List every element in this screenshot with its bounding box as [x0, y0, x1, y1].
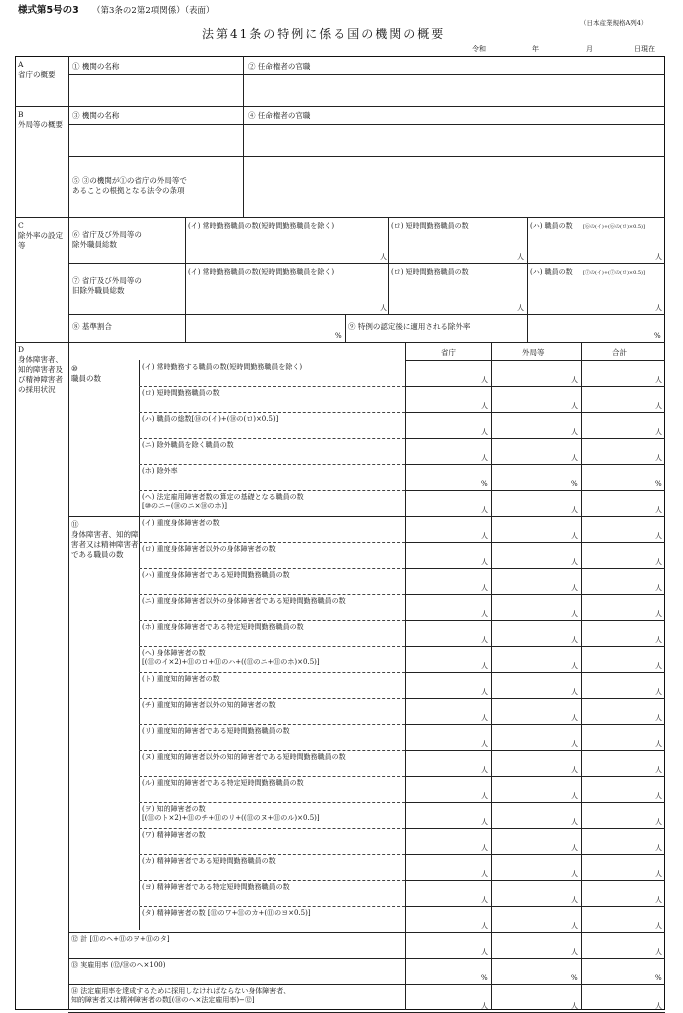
field-9-input[interactable]	[528, 315, 664, 341]
row-13-external-unit: %	[571, 974, 578, 982]
c6-col-ha-formula: [⑥の(イ)+(⑥の(ロ)×0.5)]	[583, 224, 645, 230]
row-11-8-label: (リ) 重度知的障害者である短時間勤務職員の数	[142, 727, 290, 735]
row-11-5-total-unit: 人	[655, 662, 662, 670]
row-11-14-total-unit: 人	[655, 896, 662, 904]
d-label-col	[139, 360, 140, 930]
row-11-2-external-unit: 人	[571, 584, 578, 592]
row-11-13-total-input[interactable]	[582, 855, 664, 879]
row-11-15-ministry-unit: 人	[481, 922, 488, 930]
section-a-bottom	[15, 106, 665, 107]
row-11-12-divider	[139, 854, 405, 855]
row-10-1-ministry-unit: 人	[481, 402, 488, 410]
row-11-8-ministry-unit: 人	[481, 740, 488, 748]
row-11-10-divider	[139, 802, 405, 803]
row-14-label: ⑭ 法定雇用率を達成するために採用しなければならない身体障害者、 知的障害者又は精神障害者の数[(⑩のヘ×法定雇用率)−⑫]	[71, 987, 291, 1004]
row-11-2-label: (ハ) 重度身体障害者である短時間勤務職員の数	[142, 571, 290, 579]
row-11-5-external-input[interactable]	[492, 647, 580, 671]
row-10-4-divider	[139, 490, 405, 491]
field-2-input[interactable]	[244, 75, 664, 105]
row-12-external-unit: 人	[571, 948, 578, 956]
row-11-10-external-unit: 人	[571, 792, 578, 800]
row-12-ministry-unit: 人	[481, 948, 488, 956]
c7-input-ro[interactable]	[389, 282, 526, 313]
row-11-6-external-unit: 人	[571, 688, 578, 696]
row-13-ministry-unit: %	[481, 974, 488, 982]
row-11-9-divider	[139, 776, 405, 777]
row-10-4-label: (ホ) 除外率	[142, 467, 178, 475]
row-10-0-divider	[139, 386, 405, 387]
row-11-6-ministry-input[interactable]	[406, 673, 490, 697]
c6-unit-ro: 人	[517, 253, 524, 261]
row-11-9-total-input[interactable]	[582, 751, 664, 775]
row-11-9-ministry-unit: 人	[481, 766, 488, 774]
row-11-4-total-input[interactable]	[582, 621, 664, 645]
row-11-9-external-unit: 人	[571, 766, 578, 774]
c6-col-i: (イ) 常時勤務職員の数(短時間勤務職員を除く)	[188, 222, 335, 230]
row-11-8-external-input[interactable]	[492, 725, 580, 749]
row-11-11-external-input[interactable]	[492, 803, 580, 827]
row-10-2-external-unit: 人	[571, 428, 578, 436]
c7-col-ro: (ロ) 短時間勤務職員の数	[391, 268, 469, 276]
row-11-6-total-input[interactable]	[582, 673, 664, 697]
row-11-8-external-unit: 人	[571, 740, 578, 748]
c6-input-ha[interactable]	[528, 236, 664, 262]
row-10-0-total-unit: 人	[655, 376, 662, 384]
col-external: 外局等	[522, 348, 545, 357]
group-11-label: ⑪ 身体障害者、知的障害者又は精神障害者である職員の数	[71, 520, 139, 559]
row-11-15-external-unit: 人	[571, 922, 578, 930]
c7-input-ha[interactable]	[528, 282, 664, 313]
row-10-3-ministry-input[interactable]	[406, 439, 490, 463]
row-10-5-ministry-input[interactable]	[406, 491, 490, 515]
date-month: 月	[586, 45, 593, 53]
row-10-5-ministry-unit: 人	[481, 506, 488, 514]
c6-col-ro: (ロ) 短時間勤務職員の数	[391, 222, 469, 230]
row-11-1-total-input[interactable]	[582, 543, 664, 567]
row-11-6-label: (ト) 重度知的障害者の数	[142, 675, 220, 683]
row-11-7-ministry-unit: 人	[481, 714, 488, 722]
row-11-14-external-unit: 人	[571, 896, 578, 904]
row-11-2-divider	[139, 594, 405, 595]
field-1-label: ① 機関の名称	[72, 62, 120, 71]
row-10-1-external-input[interactable]	[492, 387, 580, 411]
row-11-3-label: (ニ) 重度身体障害者以外の身体障害者である短時間勤務職員の数	[142, 597, 346, 605]
row-11-12-ministry-input[interactable]	[406, 829, 490, 853]
row-11-7-divider	[139, 724, 405, 725]
row-11-3-external-input[interactable]	[492, 595, 580, 619]
row-12-external-input[interactable]	[492, 933, 580, 957]
row-11-6-divider	[139, 698, 405, 699]
row-11-8-divider	[139, 750, 405, 751]
row-14-total-input[interactable]	[582, 985, 664, 1011]
row-11-5-label: (ヘ) 身体障害者の数 [(⑪のイ×2)+⑪のロ+⑪のハ+((⑪のニ+⑪のホ)×0.5)]	[142, 649, 320, 666]
row-14-external-input[interactable]	[492, 985, 580, 1011]
row-11-4-label: (ホ) 重度身体障害者である特定短時間勤務職員の数	[142, 623, 304, 631]
row-11-9-ministry-input[interactable]	[406, 751, 490, 775]
row-12-total-unit: 人	[655, 948, 662, 956]
row-11-7-total-unit: 人	[655, 714, 662, 722]
row-11-12-label: (ワ) 精神障害者の数	[142, 831, 206, 839]
row-11-14-label: (ヨ) 精神障害者である特定短時間勤務職員の数	[142, 883, 290, 891]
row-11-13-divider	[139, 880, 405, 881]
row-10-1-divider	[139, 412, 405, 413]
row-11-7-external-input[interactable]	[492, 699, 580, 723]
field-5-input[interactable]	[244, 157, 664, 216]
row-11-11-external-unit: 人	[571, 818, 578, 826]
row-12-total-input[interactable]	[582, 933, 664, 957]
row-11-5-ministry-input[interactable]	[406, 647, 490, 671]
section-b-label: B 外局等の概要	[18, 110, 63, 129]
date-era: 令和	[472, 45, 486, 53]
row-11-10-label: (ル) 重度知的障害者である特定短時間勤務職員の数	[142, 779, 304, 787]
row-11-5-external-unit: 人	[571, 662, 578, 670]
row-12-label: ⑫ 計 [⑪のヘ+⑪のヲ+⑪のタ]	[71, 935, 170, 943]
field-8-unit: %	[335, 332, 342, 340]
row-11-13-external-unit: 人	[571, 870, 578, 878]
row-11-4-total-unit: 人	[655, 636, 662, 644]
row-10-3-ministry-unit: 人	[481, 454, 488, 462]
paper-standard: （日本産業規格A列4）	[580, 19, 648, 27]
c7-col-ha: (ハ) 職員の数	[530, 268, 573, 276]
row-11-11-total-input[interactable]	[582, 803, 664, 827]
row-11-3-divider	[139, 620, 405, 621]
row-11-14-total-input[interactable]	[582, 881, 664, 905]
section-a-label: A 省庁の概要	[18, 60, 56, 79]
row-11-10-total-unit: 人	[655, 792, 662, 800]
row-11-12-external-unit: 人	[571, 844, 578, 852]
row-10-1-label: (ロ) 短時間勤務職員の数	[142, 389, 220, 397]
row-10-3-total-input[interactable]	[582, 439, 664, 463]
field-3-input[interactable]	[68, 125, 243, 155]
section-c-label: C 除外率の設定等	[18, 221, 63, 250]
row-11-11-label: (ヲ) 知的障害者の数 [(⑪のト×2)+⑪のチ+⑪のリ+((⑪のヌ+⑪のル)×0.5)]	[142, 805, 320, 822]
field-4-input[interactable]	[244, 125, 664, 155]
row-11-2-ministry-input[interactable]	[406, 569, 490, 593]
row-11-4-external-unit: 人	[571, 636, 578, 644]
c-col-9	[345, 314, 346, 342]
row-14-ministry-unit: 人	[481, 1002, 488, 1010]
row-11-1-ministry-unit: 人	[481, 558, 488, 566]
row-11-1-divider	[139, 568, 405, 569]
row-11-10-total-input[interactable]	[582, 777, 664, 801]
row-11-12-total-unit: 人	[655, 844, 662, 852]
field-8-input[interactable]	[186, 315, 344, 341]
row-11-9-total-unit: 人	[655, 766, 662, 774]
row-11-15-label: (タ) 精神障害者の数 [⑪のワ+⑪のカ+(⑪のヨ×0.5)]	[142, 909, 311, 917]
row-12-ministry-input[interactable]	[406, 933, 490, 957]
row-11-15-ministry-input[interactable]	[406, 907, 490, 931]
row-11-14-external-input[interactable]	[492, 881, 580, 905]
row-10-2-divider	[139, 438, 405, 439]
row-11-1-total-unit: 人	[655, 558, 662, 566]
row-11-13-label: (カ) 精神障害者である短時間勤務職員の数	[142, 857, 276, 865]
c6-input-ro[interactable]	[389, 236, 526, 262]
row-11-11-ministry-input[interactable]	[406, 803, 490, 827]
row-10-0-external-unit: 人	[571, 376, 578, 384]
row-10-5-total-unit: 人	[655, 506, 662, 514]
row-11-8-total-input[interactable]	[582, 725, 664, 749]
row-11-8-ministry-input[interactable]	[406, 725, 490, 749]
row-11-4-divider	[139, 646, 405, 647]
form-reference: （第3条の2第2項関係）（表面）	[92, 6, 215, 16]
row-11-10-ministry-input[interactable]	[406, 777, 490, 801]
row-11-15-total-input[interactable]	[582, 907, 664, 931]
c6-col-ha: (ハ) 職員の数	[530, 222, 573, 230]
page-title: 法第41条の特例に係る国の機関の概要	[202, 27, 446, 41]
row-11-12-external-input[interactable]	[492, 829, 580, 853]
row-11-0-total-unit: 人	[655, 532, 662, 540]
field-3-label: ③ 機関の名称	[72, 111, 120, 120]
section-c-bottom	[15, 342, 665, 343]
row-11-3-total-unit: 人	[655, 610, 662, 618]
row-11-0-total-input[interactable]	[582, 517, 664, 541]
section-b-bottom	[15, 217, 665, 218]
c7-unit-ha: 人	[655, 304, 662, 312]
row-11-7-label: (チ) 重度知的障害者以外の知的障害者の数	[142, 701, 276, 709]
c7-unit-i: 人	[380, 304, 387, 312]
date-year: 年	[532, 45, 539, 53]
row-11-0-label: (イ) 重度身体障害者の数	[142, 519, 220, 527]
row-10-2-external-input[interactable]	[492, 413, 580, 437]
field-9-label: ⑨ 特例の認定後に適用される除外率	[348, 322, 471, 331]
row-10-4-external-unit: %	[571, 480, 578, 488]
row-10-3-label: (ニ) 除外職員を除く職員の数	[142, 441, 234, 449]
row-11-13-total-unit: 人	[655, 870, 662, 878]
group-10-label: ⑩ 職員の数	[71, 364, 101, 383]
row-13-total-unit: %	[655, 974, 662, 982]
field-6-label: ⑥ 省庁及び外局等の 除外職員総数	[72, 230, 142, 249]
row-10-2-total-input[interactable]	[582, 413, 664, 437]
row-10-2-ministry-input[interactable]	[406, 413, 490, 437]
row-13-external-input[interactable]	[492, 959, 580, 983]
row-11-0-ministry-input[interactable]	[406, 517, 490, 541]
field-4-label: ④ 任命権者の官職	[248, 111, 311, 120]
row-11-6-ministry-unit: 人	[481, 688, 488, 696]
field-2-label: ② 任命権者の官職	[248, 62, 311, 71]
section-label-divider	[68, 56, 69, 1010]
row-10-3-external-unit: 人	[571, 454, 578, 462]
field-7-label: ⑦ 省庁及び外局等の 旧除外職員総数	[72, 276, 142, 295]
row-10-3-external-input[interactable]	[492, 439, 580, 463]
row-10-4-external-input[interactable]	[492, 465, 580, 489]
row-11-11-divider	[139, 828, 405, 829]
row-14-external-unit: 人	[571, 1002, 578, 1010]
field-1-input[interactable]	[68, 75, 243, 105]
row-11-7-total-input[interactable]	[582, 699, 664, 723]
row-10-2-label: (ハ) 職員の総数[⑩の(イ)+(⑩の(ロ)×0.5)]	[142, 415, 279, 423]
row-10-3-divider	[139, 464, 405, 465]
row-11-1-external-unit: 人	[571, 558, 578, 566]
row-13-ministry-input[interactable]	[406, 959, 490, 983]
row-10-0-ministry-input[interactable]	[406, 361, 490, 385]
row-11-9-external-input[interactable]	[492, 751, 580, 775]
row-11-1-external-input[interactable]	[492, 543, 580, 567]
date-day: 日現在	[634, 45, 655, 53]
row-11-4-external-input[interactable]	[492, 621, 580, 645]
field-9-unit: %	[654, 332, 661, 340]
row-11-6-total-unit: 人	[655, 688, 662, 696]
row-11-1-ministry-input[interactable]	[406, 543, 490, 567]
row-11-15-external-input[interactable]	[492, 907, 580, 931]
row-10-3-total-unit: 人	[655, 454, 662, 462]
row-10-5-external-input[interactable]	[492, 491, 580, 515]
row-11-12-ministry-unit: 人	[481, 844, 488, 852]
row-11-1-label: (ロ) 重度身体障害者以外の身体障害者の数	[142, 545, 276, 553]
row-10-5-external-unit: 人	[571, 506, 578, 514]
row-11-0-ministry-unit: 人	[481, 532, 488, 540]
field-8-label: ⑧ 基準割合	[72, 322, 112, 331]
row-10-0-total-input[interactable]	[582, 361, 664, 385]
col-total: 合計	[612, 348, 627, 357]
c-row-6-bottom	[68, 263, 665, 264]
row-11-5-total-input[interactable]	[582, 647, 664, 671]
row-11-10-ministry-unit: 人	[481, 792, 488, 800]
row-11-11-ministry-unit: 人	[481, 818, 488, 826]
row-11-0-external-unit: 人	[571, 532, 578, 540]
row-11-4-ministry-unit: 人	[481, 636, 488, 644]
row-10-1-ministry-input[interactable]	[406, 387, 490, 411]
row-11-3-external-unit: 人	[571, 610, 578, 618]
row-11-14-ministry-unit: 人	[481, 896, 488, 904]
c7-col-ha-formula: [⑦の(イ)+(⑦の(ロ)×0.5)]	[583, 270, 645, 276]
c7-col-i: (イ) 常時勤務職員の数(短時間勤務職員を除く)	[188, 268, 335, 276]
field-5-label: ⑤ ③の機関が①の省庁の外局等で あることの根拠となる法令の条項	[72, 176, 187, 195]
c6-input-i[interactable]	[186, 236, 387, 262]
row-11-5-ministry-unit: 人	[481, 662, 488, 670]
row-11-9-label: (ヌ) 重度知的障害者以外の知的障害者である短時間勤務職員の数	[142, 753, 346, 761]
section-d-label: D 身体障害者、知的障害者及び精神障害者の採用状況	[18, 345, 63, 394]
row-11-3-ministry-unit: 人	[481, 610, 488, 618]
c7-input-i[interactable]	[186, 282, 387, 313]
row-11-13-ministry-input[interactable]	[406, 855, 490, 879]
row-10-4-ministry-input[interactable]	[406, 465, 490, 489]
row-10-2-total-unit: 人	[655, 428, 662, 436]
row-11-15-total-unit: 人	[655, 922, 662, 930]
row-11-0-divider	[139, 542, 405, 543]
row-11-8-total-unit: 人	[655, 740, 662, 748]
row-11-7-ministry-input[interactable]	[406, 699, 490, 723]
row-10-0-ministry-unit: 人	[481, 376, 488, 384]
row-10-5-label: (ヘ) 法定雇用障害者数の算定の基礎となる職員の数 [⑩のニ−(⑩のニ×⑩のホ)]	[142, 493, 304, 510]
row-10-4-total-unit: %	[655, 480, 662, 488]
row-11-2-external-input[interactable]	[492, 569, 580, 593]
row-11-2-ministry-unit: 人	[481, 584, 488, 592]
row-10-0-external-input[interactable]	[492, 361, 580, 385]
row-10-2-ministry-unit: 人	[481, 428, 488, 436]
row-10-1-total-input[interactable]	[582, 387, 664, 411]
row-10-1-total-unit: 人	[655, 402, 662, 410]
row-11-2-total-input[interactable]	[582, 569, 664, 593]
row-11-3-ministry-input[interactable]	[406, 595, 490, 619]
row-13-total-input[interactable]	[582, 959, 664, 983]
c6-unit-ha: 人	[655, 253, 662, 261]
row-11-5-divider	[139, 672, 405, 673]
row-11-12-total-input[interactable]	[582, 829, 664, 853]
row-10-0-label: (イ) 常時勤務する職員の数(短時間勤務職員を除く)	[142, 363, 303, 371]
row-14-ministry-input[interactable]	[406, 985, 490, 1011]
row-11-6-external-input[interactable]	[492, 673, 580, 697]
row-11-11-total-unit: 人	[655, 818, 662, 826]
row-13-label: ⑬ 実雇用率 (⑫/⑩のヘ×100)	[71, 961, 166, 969]
form-number: 様式第5号の3	[18, 5, 79, 16]
row-11-7-external-unit: 人	[571, 714, 578, 722]
row-10-1-external-unit: 人	[571, 402, 578, 410]
row-10-5-total-input[interactable]	[582, 491, 664, 515]
col-ministry: 省庁	[441, 348, 456, 357]
row-11-14-divider	[139, 906, 405, 907]
row-14-total-unit: 人	[655, 1002, 662, 1010]
row-11-10-external-input[interactable]	[492, 777, 580, 801]
row-11-3-total-input[interactable]	[582, 595, 664, 619]
c7-unit-ro: 人	[517, 304, 524, 312]
row-11-13-external-input[interactable]	[492, 855, 580, 879]
row-11-4-ministry-input[interactable]	[406, 621, 490, 645]
row-11-2-total-unit: 人	[655, 584, 662, 592]
row-10-4-total-input[interactable]	[582, 465, 664, 489]
row-11-0-external-input[interactable]	[492, 517, 580, 541]
row-11-14-ministry-input[interactable]	[406, 881, 490, 905]
c6-unit-i: 人	[380, 253, 387, 261]
row-10-4-ministry-unit: %	[481, 480, 488, 488]
row-11-13-ministry-unit: 人	[481, 870, 488, 878]
